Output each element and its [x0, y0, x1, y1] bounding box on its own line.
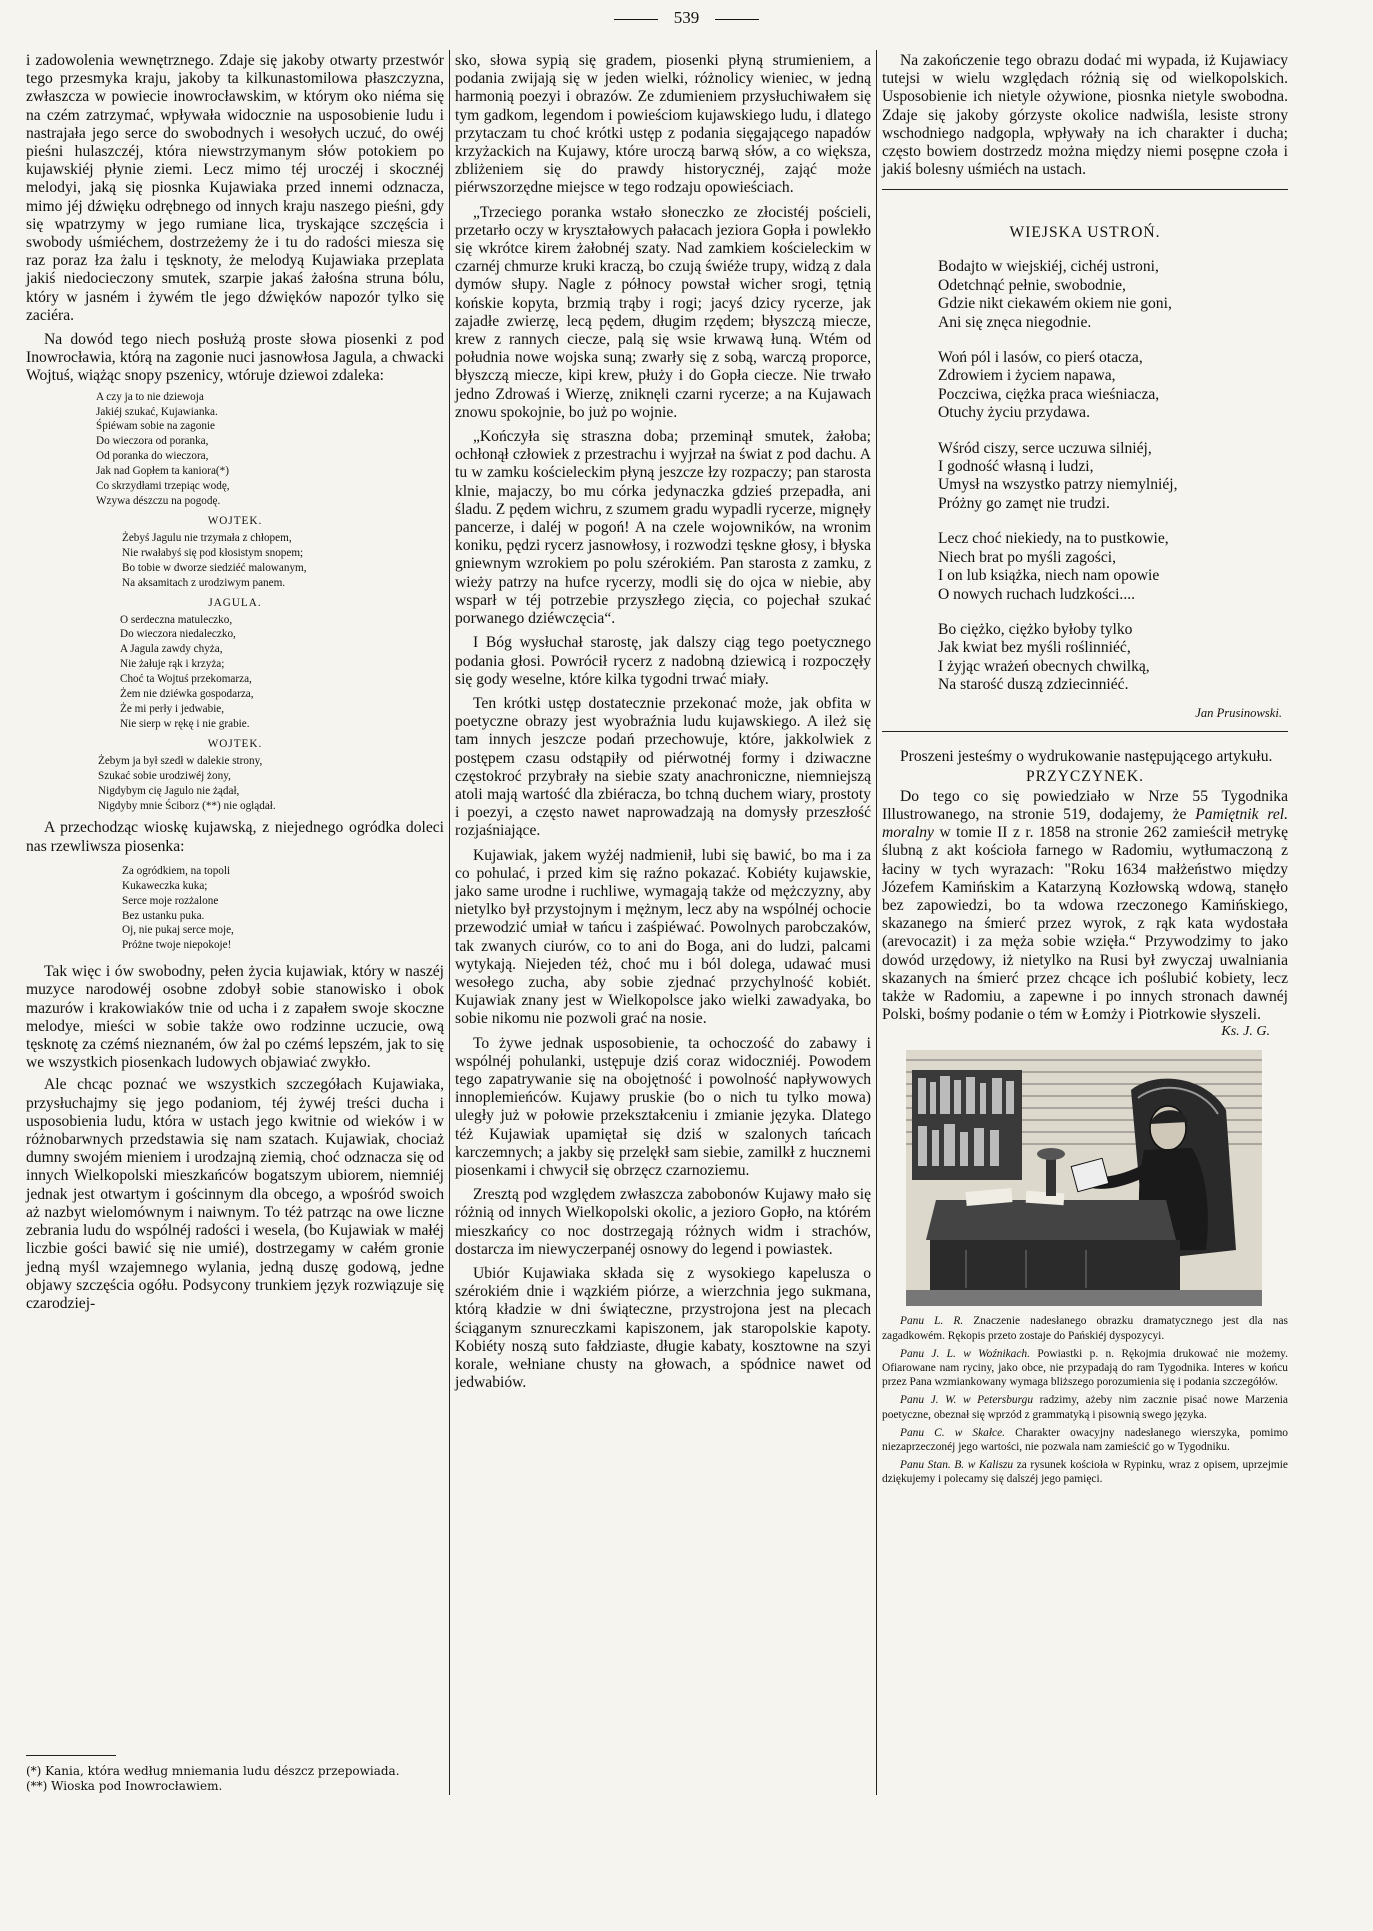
column-divider — [449, 50, 450, 1795]
note-addressee: Panu Stan. B. w Kaliszu — [900, 1459, 1014, 1472]
verse-line: Na aksamitach z urodziwym panem. — [122, 576, 286, 589]
note-text: radzimy, ażeby nim zacznie pisać nowe Marzenia poetyczne, obeznał się wprzód z grammatyką i pisownią swego języka. — [882, 1394, 1288, 1421]
paragraph: Na zakończenie tego obrazu dodać mi wypada, iż Kujawiacy tutejsi w wielu względach różnią się od wielkopolskich. Usposobienie ich nietyle ożywione, piosnka nietyle swobodna. Zdaje się jakoby górzyste okolice nadwiśla, lesiste strony wschodniego nadgopla, wpływały na ich charakter i ducha; często bowiem dostrzedz można między niemi posępne czoła i jakiś bolesny uśmiéch na ustach. — [882, 52, 1288, 179]
poem-line: Umysł na wszystko patrzy niemylniéj, — [938, 476, 1178, 494]
verse-line: Nie sierp w rękę i nie grabie. — [120, 717, 250, 730]
header-rule-right — [715, 19, 759, 20]
paragraph: Ale chcąc poznać we wszystkich szczegółach Kujawiaka, przysłuchajmy się jego podaniom, téj żywéj treści ducha i usposobienia ludu, która w ustach jego kwitnie od wieków i w różnobarwnych przedstawia się nam szatach. Kujawiak, chociaż dumny swojém mieniem i urodzajną ziemią, choć odznacza się od innych Wielkopolski mieszkańców bogatszym ubiorem, niemniéj jednak jest otwartym i gościnnym dla obcego, a wpośród swoich aż nazbyt wielomównym i naiwnym. To téż patrząc na owe liczne zebrania ludu do wspólnéj radości i wesela, (bo Kujawiak w małéj liczbie gości bawić się nie umié), dostrzegamy w całém gronie jedną myśl wzajemnego wylania, jedną duszę godową, jedne objawy szczęścia ogółu. Podsycony trunkiem język rozwiązuje się czarodziej- — [26, 1076, 444, 1312]
poem-line: Otuchy życiu przydawa. — [938, 404, 1090, 422]
verse-line: Do wieczora od poranka, — [96, 435, 209, 448]
verse-line: Bo tobie w dworze siedziéć malowanym, — [122, 561, 307, 574]
verse-line: Żebym ja był szedł w dalekie strony, — [98, 754, 263, 767]
verse-line: Bez ustanku puka. — [122, 909, 205, 922]
verse-line: Oj, nie pukaj serce moje, — [122, 924, 234, 937]
note-entry — [882, 1314, 1288, 1342]
note-text: za rysunek kościoła w Rypinku, wraz z opisem, uprzejmie dziękujemy i polecamy się dalszéj jego pamięci. — [882, 1459, 1288, 1486]
verse-line: O serdeczna matuleczko, — [120, 613, 233, 626]
footnote-rule — [26, 1755, 116, 1756]
verse-kukaweczka — [26, 864, 444, 953]
verse-heading: WOJTEK. — [207, 737, 263, 750]
footnote: (*) Kania, która według mniemania ludu dészcz przepowiada. — [26, 1764, 400, 1778]
note-entry — [882, 1393, 1288, 1421]
paragraph: Kujawiak, jakem wyżéj nadmienił, lubi się bawić, bo ma i za co pohulać, i przed kim się raźno pokazać. Kobiéty kujawskie, jako same urodne i ruchliwe, wymagają także od mężczyzny, aby nietylko był przystojnym i mężnym, lecz aby na wspólnéj ochocie przewodzić umiał w tańcu i zaśpiéwać. Powolnych parobczaków, tak zwanych ciurów, co to ani do Boga, ani do ludzi, palcami wytykają. Niejeden téż, choć mu i ból dolega, udawać musi wesołego zucha, aby sobie zjednać przychylność kobiét. Kujawiak znany jest w Wielkopolsce jako wielki zawadyaka, bo sobie nikomu nie pozwoli grać na nosie. — [455, 846, 871, 1028]
paragraph: Proszeni jesteśmy o wydrukowanie następującego artykułu. — [900, 747, 1273, 765]
poem-line: Wśród ciszy, serce uczuwa silniéj, — [938, 439, 1152, 457]
verse-line: Wzywa dészczu na pogodę. — [96, 495, 221, 507]
header-rule-left — [614, 19, 658, 20]
column-divider — [876, 50, 877, 1795]
paragraph: Tak więc i ów swobodny, pełen życia kujawiak, który w naszéj muzyce narodowéj osobne zdobył sobie stanowisko i obok mazurów i krakowiaków tnie od ucha i z zapałem swoje skoczne melodye, mieści w sobie także owo rodzinne uczucie, ową tęsknotę za czémś nieznaném, ów żal po czémś lepszém, jak to się we wszystkich piosenkach ludowych objawiać zwykło. — [26, 963, 444, 1072]
engraving-man-reading-at-desk — [906, 1050, 1262, 1306]
verse-line: Serce moje rozżalone — [122, 894, 219, 907]
note-text: Znaczenie nadesłanego obrazku dramatycznego jest dla nas zagadkowém. Rękopis przeto zostaje do Pańskiéj dyspozycyi. — [882, 1315, 1288, 1342]
verse-heading: WOJTEK. — [207, 514, 263, 527]
poem-line: Odetchnąć pełnie, swobodnie, — [938, 276, 1126, 294]
note-entry — [882, 1426, 1288, 1454]
verse-line: Nie rwałabyś się pod kłosistym snopem; — [122, 546, 304, 559]
poem-stanza — [938, 621, 1288, 695]
verse-line: Co skrzydłami trzepiąc wodę, — [96, 480, 230, 493]
verse-line: Choć ta Wojtuś przekomarza, — [120, 673, 252, 686]
page-number-text: 539 — [673, 8, 700, 27]
verse-heading: JAGULA. — [208, 596, 262, 609]
verse-line: Do wieczora niedaleczko, — [120, 628, 236, 641]
footnote: (**) Wioska pod Inowrocławiem. — [26, 1779, 223, 1793]
note-addressee: Panu L. R. — [900, 1315, 964, 1328]
verse-line: Nie żałuje rąk i krzyża; — [120, 658, 225, 671]
note-entry — [882, 1347, 1288, 1390]
verse-line: Śpiéwam sobie na zagonie — [96, 420, 215, 433]
poem-body — [882, 258, 1288, 694]
note-entry — [882, 1458, 1288, 1486]
note-addressee: Panu J. L. w Woźnikach. — [900, 1347, 1030, 1360]
poem-stanza — [938, 349, 1288, 423]
poem-line: I żyjąc wrażeń obecnych chwilką, — [938, 657, 1150, 675]
paragraph: Zresztą pod względem zwłaszcza zabobonów Kujawy mało się różnią od innych Wielkopolski okolic, a jezioro Gopło, na którém mieszkańcy co noc dostrzegają różnych widm i strachów, dostarcza im niewyczerpanéj osnowy do legend i powiastek. — [455, 1186, 871, 1258]
verse-line: Nigdybym cię Jagulo nie żądał, — [98, 784, 240, 797]
poem-stanza — [938, 258, 1288, 332]
verse-line: A Jagula zawdy chyża, — [120, 643, 223, 656]
paragraph: Na dowód tego niech posłużą proste słowa piosenki z pod Inowrocławia, którą na zagonie nuci jasnowłosa Jagula, a chwacki Wojtuś, wiążąc snopy pszenicy, wtóruje dziewoi zdaleka: — [26, 331, 444, 385]
paragraph: Ubiór Kujawiaka składa się z wysokiego kapelusza o szérokiém dnie i wązkiém piórze, a wierzchnia jego sukmana, którą kładzie w dni świąteczne, przystrojona jest na plecach ściąganym sznureczkami kapiszonem, jak staropolskie kapoty. Kobiéty noszą suto fałdziaste, długie kabaty, kosztowne na szyi korale, wełniane chusty na głowach, a spódnice nawet od jedwabiów. — [455, 1265, 871, 1392]
paragraph: „Trzeciego poranka wstało słoneczko ze złocistéj pościeli, przetarło oczy w kryształowych pałacach jeziora Gopła i powlekło się wkrótce kirem żałobnéj szaty. Nad zamkiem kościeleckim w czarnéj chmurze kruki kraczą, bo czują świéże trupy, widzą z dala dymów słupy. Nagle z północy powstał wicher srogi, tętnią końskie kopyta, brzmią trąby i rogi; jacyś dzicy rycerze, jak zajadłe zwierzę, lecą pędem, długim rzędem; błyszczą miecze, krew z rannych ciecze, palą się wsie krwawą łuną. Wtém od południa nowe wojska suną; zwarły się z sobą, warczą proporce, błyszczą miecze, kipi krew, płuży i do Gopła ciecze. Nie trwało jedno Zdrowaś i Wierzę, zniknęli czarni rycerze; a na Kujawach znowu spokojnie, bo już po wojnie. — [455, 203, 871, 421]
text-run: Do tego co się powiedziało w Nrze 55 Tygodnika Illustrowanego, na stronie 519, dodajemy, że — [882, 787, 1288, 823]
poem-line: O nowych ruchach ludzkości.... — [938, 585, 1136, 603]
section-rule — [882, 189, 1288, 190]
note-addressee: Panu C. w Skałce. — [900, 1426, 1005, 1439]
poem-line: Zdrowiem i życiem napawa, — [938, 367, 1116, 385]
paragraph: Ten krótki ustęp dostatecznie przekonać może, jak obfita w poetyczne obrazy jest wyobraźnia ludu kujawskiego. A ileż się tam innych jeszcze podań przechowuje, które, jakkolwiek z postępem czasu odstąpiły od piérwotnéj formy i dziwaczne częstokroć przybrały na siebie szaty anachroniczne, niemniejszą atoli mają wartość dla zbiéracza, bo tchną duchem wiary, prostoty i poezyi, a często nawet naprowadzają na domysły przeszłość rozjaśniające. — [455, 694, 871, 840]
verse-line: Że mi perły i jedwabie, — [120, 702, 225, 715]
poem-line: Jak kwiat bez myśli roślinniéć, — [938, 639, 1131, 657]
column-3 — [882, 52, 1288, 1491]
journal-title: Pamiętnik rel. moralny — [882, 805, 1289, 842]
verse-line: Próżne twoje niepokoje! — [122, 939, 232, 952]
note-addressee: Panu J. W. w Petersburgu — [900, 1394, 1034, 1407]
poem-line: Na starość duszą zdziecinniéć. — [938, 676, 1129, 694]
verse-line: A czy ja to nie dziewoja — [96, 390, 204, 403]
paragraph: „Kończyła się straszna doba; przeminął smutek, żałoba; ochłonął człowiek z przestrachu i wyjrzał na świat z pod dachu. A tu w zamku kościeleckim płyną jeszcze łzy rozpaczy; pan starosta klnie, majaczy, bo mu córka jedynaczka gdzieś przepadła, ani śladu. Z pędem wichru, z szumem gradu wypadli rycerze, mignęły pancerze, i daléj w pogoń! A na czele wojowników, na wronim koniku, pędzi rycerz jasnowłosy, i rozwodzi tęskne głosy, i błyska gniewnym wzrokiem po polu szérokiém. Pan starosta z zamku, z wieży patrzy na hufce rycerzy, modli się do ojca w niebie, aby wsparł w téj potrzebie przyszłego zięcia, co pojechał szukać porwanego dziéwczęcia“. — [455, 428, 871, 628]
verse-line: Jak nad Gopłem ta kaniora(*) — [96, 465, 229, 478]
column-2 — [455, 52, 871, 1392]
paragraph: sko, słowa sypią się gradem, piosenki płyną strumieniem, a podania zwijają się w jeden wielki, różnolicy wieniec, w jedną harmonią poezyi i obrazów. Ze zdumieniem przysłuchiwałem się tym gadkom, legendom i powieściom kujawskiego ludu, i dlatego przytaczam tu choć krótki ustęp z podania sięgającego napadów krzyżackich na Kujawy, które uroczą barwą słów, a co większa, zbliżeniem się do prawdy historycznéj, zająć może piérwszorzędne miejsce w tego rodzaju opowieściach. — [455, 52, 871, 197]
page-number — [0, 8, 1373, 28]
paragraph — [882, 788, 1288, 1025]
poem-line: Bo ciężko, ciężko byłoby tylko — [938, 620, 1133, 638]
paragraph: I Bóg wysłuchał starostę, jak dalszy ciąg tego poetycznego podania głosi. Powrócił rycerz z nadobną dziewicą i rozpoczęły się gody weselne, które kilka tygodni trwać miały. — [455, 634, 871, 688]
verse-jagula — [26, 613, 444, 732]
verse-line: Szukać sobie urodziwéj żony, — [98, 769, 231, 782]
verse-jagula-intro — [26, 390, 444, 509]
verse-line: Od poranka do wieczora, — [96, 450, 209, 463]
poem-line: Bodajto w wiejskiéj, cichéj ustroni, — [938, 258, 1159, 276]
poem-line: Gdzie nikt ciekawém okiem nie goni, — [938, 295, 1172, 313]
column-1 — [26, 52, 444, 1313]
verse-wojtek-1 — [26, 531, 444, 591]
paragraph: A przechodząc wioskę kujawską, z niejednego ogródka doleci nas rzewliwsza piosenka: — [26, 819, 444, 855]
verse-line: Jakiéj szukać, Kujawianka. — [96, 405, 218, 418]
footnotes — [26, 1764, 444, 1794]
article-title: PRZYCZYNEK. — [1026, 767, 1144, 785]
poem-title: WIEJSKA USTROŃ. — [1009, 224, 1161, 242]
engraving-image — [906, 1050, 1262, 1306]
verse-line: Za ogródkiem, na topoli — [122, 864, 231, 877]
poem-stanza — [938, 440, 1288, 514]
poem-line: Niech brat po myśli zagości, — [938, 548, 1116, 566]
poem-line: Próżny go zamęt nie trudzi. — [938, 494, 1110, 512]
poem-stanza — [938, 530, 1288, 604]
poem-line: I on lub książka, niech nam opowie — [938, 567, 1160, 585]
note-text: Charakter owacyjny nadesłanego wierszyka, pomimo niezaprzeczonéj jego wartości, nie pozwala nam zamieścić go w Tygodniku. — [882, 1426, 1289, 1454]
verse-line: Żem nie dziéwka gospodarza, — [120, 688, 254, 701]
poem-line: I godność własną i ludzi, — [938, 458, 1094, 476]
poem-line: Lecz choć niekiedy, na to pustkowie, — [938, 530, 1169, 548]
correspondence-notes — [882, 1314, 1288, 1486]
section-rule — [882, 731, 1288, 732]
poem-line: Woń pól i lasów, co pierś otacza, — [938, 349, 1143, 367]
paragraph: i zadowolenia wewnętrznego. Zdaje się jakoby otwarty przestwór tego przesmyka kraju, jakoby ta kilkunastomilowa płaszczyzna, zwłaszcza w powiecie inowrocławskim, w którym oko niéma się na czém zatrzymać, wpływała widocznie na usposobienie ludu i nastrajała jego serce do swobodnych i wesołych uczuć, do owéj pieśni hulaszczéj, która niewstrzymanym słów potokiem po kujawskiéj płynie ziemi. Lecz mimo téj uroczéj i skocznéj melodyi, jaką się piosnka Kujawiaka przed innemi odznacza, mimo jéj dźwięku odrębnego od innych kraju naszego pieśni, gdy się wpatrzymy w jego rumiane lica, tryskające szczęścia i swobody uśmiéchem, dostrzeżemy że i tu do radości miesza się raz poraz łza żalu i tęsknoty, że melodyą Kujawiaka przeplata jakiś niedocieczony smutek, szarpie jakaś żałośna struna bólu, który w jasném i żywém tle jego dźwięków napozór tylko się zaciéra. — [26, 52, 444, 324]
poem-line: Poczciwa, ciężka praca wieśniacza, — [938, 385, 1160, 403]
paragraph: To żywe jednak usposobienie, ta ochoczość do zabawy i wspólnéj pohulanki, ustępuje dziś coraz widoczniéj. Powodem tego zapatrywanie się na obojętność i powolność napływowych innoplemieńców. Kujawy pruskie (bo o nich tu tylko mowa) uległy już w połowie przekształceniu i zmianie języka. Dlatego téż Kujawiak upamiętał się dziś w szalonych tańcach karczemnych; a jakby się przelękł sam siebie, zamilkł z hucznemi piosenkami i chwycił się obrzęcz czarnoziemu. — [455, 1034, 871, 1179]
verse-wojtek-2 — [26, 754, 444, 814]
verse-line: Nigdyby mnie Ściborz (**) nie oglądał. — [98, 799, 276, 812]
poem-line: Ani się znęca niegodnie. — [938, 313, 1092, 331]
signature: Ks. J. G. — [1221, 1024, 1270, 1040]
text-run: w tomie II z r. 1858 na stronie 262 zamieścił metrykę ślubną z akt kościoła farnego w Radomiu, wytłumaczoną z łaciny w tych wyrazach: "Roku 1634 małżeństwo między Józefem Kamińskim a Katarzyną Kozłowską wdową, stanęło bez zapowiedzi, bo ta wdowa rzeczonego Kamińskiego, skazanego na śmierć przez wyrok, z rąk kata wydostała (arevocazit) i za męża sobie wzięła.“ Przywodzimy to jako dowód urzędowy, iż nietylko na Rusi był zwyczaj uwalniania skazanych na śmierć przez chcące ich poślubić kobiety, lecz także w Radomiu, a zapewne i po innych stronach dawnéj Polski, bośmy podanie o tém w Łomży i Piotrkowie słyszeli. — [882, 824, 1288, 1024]
verse-line: Żebyś Jagulu nie trzymała z chłopem, — [122, 531, 292, 544]
poem-author: Jan Prusinowski. — [1195, 705, 1282, 720]
note-text: Powiastki p. n. Rękojmia drukować nie możemy. Ofiarowane nam ryciny, jako obce, nie przypadają do ram Tygodnika. Interes w końcu przez Pana wzmiankowany wymaga bliższego porozumienia się i podania szczegółów. — [882, 1347, 1288, 1389]
verse-line: Kukaweczka kuka; — [122, 879, 208, 892]
